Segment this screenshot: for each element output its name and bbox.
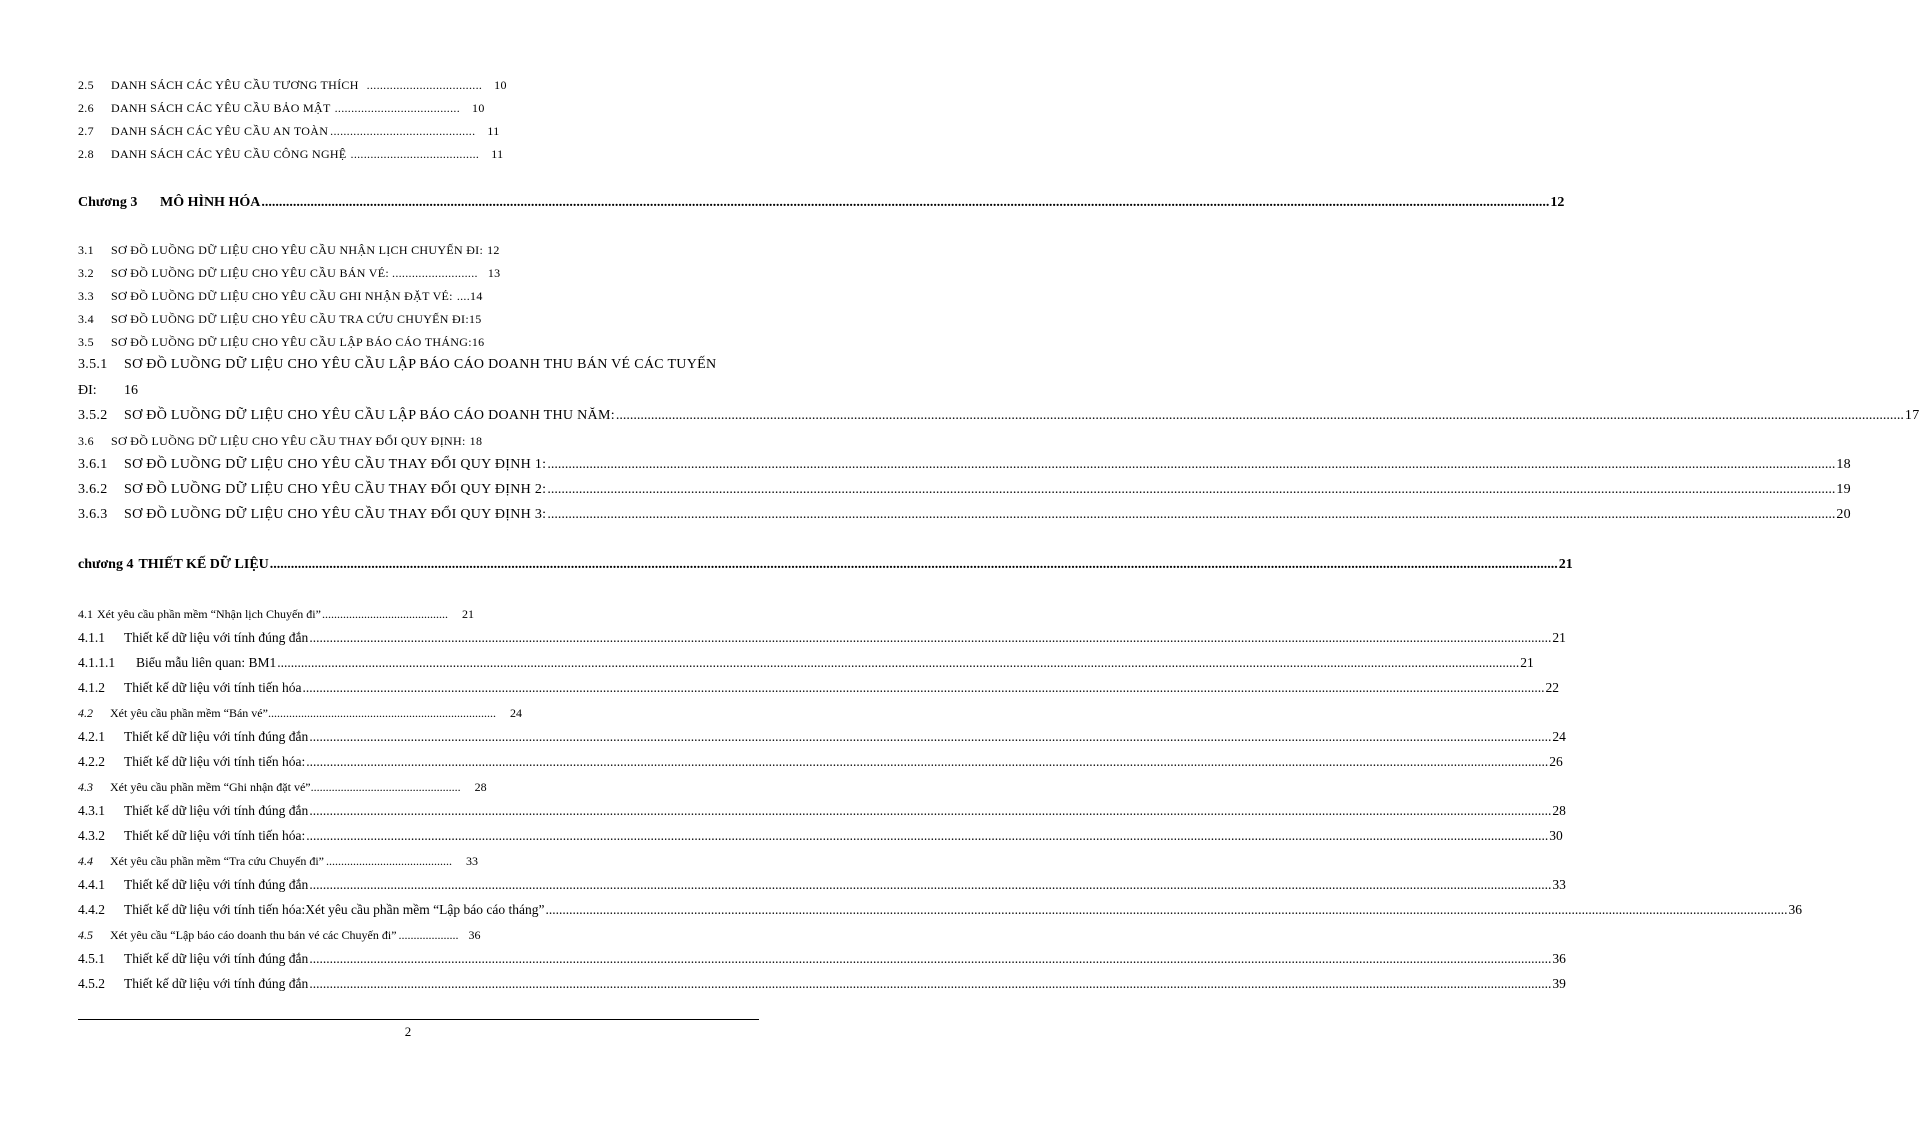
toc-number: 3.2: [78, 266, 94, 280]
toc-number: 4.3.2: [78, 828, 105, 843]
toc-number: chương 4: [78, 557, 134, 572]
toc-page: 18: [469, 434, 483, 448]
toc-entry-4-3-2[interactable]: [78, 828, 1563, 844]
toc-page: 16: [124, 383, 138, 398]
toc-entry-4-1-1-1[interactable]: [78, 655, 1534, 671]
toc-page: 24: [509, 706, 522, 720]
toc-number: 4.1.1.1: [78, 655, 116, 670]
toc-number: Chương 3: [78, 195, 138, 210]
toc-page: 10: [494, 78, 507, 92]
toc-number: 4.5.2: [78, 976, 105, 991]
toc-title: SƠ ĐỒ LUỒNG DỮ LIỆU CHO YÊU CẦU THAY ĐỔI QUY ĐỊNH 2:: [124, 482, 547, 497]
toc-number: 4.4.1: [78, 877, 105, 892]
toc-entry-4-3-1[interactable]: [78, 803, 1566, 819]
toc-title: Thiết kế dữ liệu với tính tiến hóa:Xét yêu cầu phần mềm “Lập báo cáo tháng”: [124, 902, 545, 917]
toc-page: 28: [474, 780, 487, 794]
toc-title: SƠ ĐỒ LUỒNG DỮ LIỆU CHO YÊU CẦU NHẬN LỊCH CHUYẾN ĐI:: [111, 243, 484, 257]
toc-title: SƠ ĐỒ LUỒNG DỮ LIỆU CHO YÊU CẦU GHI NHẬN ĐẶT VÉ:: [111, 289, 453, 303]
toc-number: 4.4.2: [78, 902, 105, 917]
toc-title: SƠ ĐỒ LUỒNG DỮ LIỆU CHO YÊU CẦU THAY ĐỔI QUY ĐỊNH:: [111, 434, 466, 448]
toc-page: 36: [1552, 951, 1566, 966]
toc-title: Xét yêu cầu “Lập báo cáo doanh thu bán vé các Chuyến đi”: [110, 928, 397, 942]
toc-title: SƠ ĐỒ LUỒNG DỮ LIỆU CHO YÊU CẦU BÁN VÉ:: [111, 266, 390, 280]
toc-page: 26: [1549, 754, 1563, 769]
toc-number: 3.6.1: [78, 457, 108, 472]
toc-page: 17: [1904, 408, 1920, 423]
toc-page: 21: [461, 607, 474, 621]
toc-page: 18: [1836, 457, 1851, 472]
toc-entry-3-5-1[interactable]: [78, 357, 759, 373]
toc-number: 4.1.2: [78, 680, 105, 695]
toc-number: 4.1.1: [78, 630, 105, 645]
toc-leader: [309, 951, 1551, 967]
toc-leader: [303, 680, 1545, 696]
toc-number: 3.5.1: [78, 357, 108, 372]
toc-number: 2.7: [78, 124, 94, 138]
toc-number: 3.6.3: [78, 507, 108, 522]
toc-number: 4.2: [78, 706, 93, 720]
toc-entry-4-1-1[interactable]: [78, 630, 1566, 646]
toc-title: Thiết kế dữ liệu với tính đúng đắn: [124, 630, 309, 645]
toc-page: 19: [1836, 482, 1851, 497]
toc-page: 33: [1552, 877, 1566, 892]
toc-page: 21: [1558, 557, 1573, 572]
toc-page: 13: [487, 266, 501, 280]
toc-title: SƠ ĐỒ LUỒNG DỮ LIỆU CHO YÊU CẦU THAY ĐỔI QUY ĐỊNH 3:: [124, 507, 547, 522]
toc-entry-3-5[interactable]: [78, 335, 484, 350]
toc-title: Thiết kế dữ liệu với tính đúng đắn: [124, 803, 309, 818]
toc-number: 3.6: [78, 434, 94, 448]
toc-title: Thiết kế dữ liệu với tính tiến hóa:: [124, 828, 306, 843]
toc-leader: ...................................: [366, 78, 483, 92]
toc-page: 39: [1552, 976, 1566, 991]
toc-entry-4-2[interactable]: [78, 706, 522, 721]
page-number: 2: [404, 1024, 412, 1039]
toc-title: DANH SÁCH CÁC YÊU CẦU BẢO MẬT: [111, 101, 331, 115]
toc-page: 30: [1549, 828, 1563, 843]
toc-entry-3-6-3[interactable]: [78, 507, 1851, 523]
toc-leader: [547, 482, 1835, 498]
toc-page: 11: [491, 147, 504, 161]
toc-number: 3.4: [78, 312, 94, 326]
toc-number: 2.6: [78, 101, 94, 115]
toc-page: 22: [1545, 680, 1560, 695]
toc-title: SƠ ĐỒ LUỒNG DỮ LIỆU CHO YÊU CẦU TRA CỨU CHUYẾN ĐI:: [111, 312, 469, 326]
toc-entry-3-6-1[interactable]: [78, 457, 1851, 473]
toc-number: 4.3: [78, 780, 93, 794]
toc-title: Thiết kế dữ liệu với tính đúng đắn: [124, 951, 309, 966]
toc-leader: ............................................................................: [267, 706, 496, 720]
toc-title: MÔ HÌNH HÓA: [160, 195, 261, 210]
toc-title: Thiết kế dữ liệu với tính tiến hóa:: [124, 754, 306, 769]
toc-title: SƠ ĐỒ LUỒNG DỮ LIỆU CHO YÊU CẦU THAY ĐỔI QUY ĐỊNH 1:: [124, 457, 547, 472]
toc-leader: [309, 877, 1551, 893]
toc-entry-3-4[interactable]: [78, 312, 482, 327]
toc-title: DANH SÁCH CÁC YÊU CẦU TƯƠNG THÍCH: [111, 78, 359, 92]
toc-entry-4-4-2[interactable]: [78, 902, 1802, 918]
toc-number: 4.2.1: [78, 729, 105, 744]
toc-leader: [309, 976, 1551, 992]
toc-entry-4-3[interactable]: [78, 780, 487, 795]
toc-page: 12: [487, 243, 500, 257]
toc-title: THIẾT KẾ DỮ LIỆU: [138, 557, 269, 572]
toc-number: 4.3.1: [78, 803, 105, 818]
toc-title: Xét yêu cầu phần mềm “Bán vé”: [110, 706, 268, 720]
toc-number: 4.2.2: [78, 754, 105, 769]
toc-leader: [309, 630, 1551, 646]
toc-entry-2-6[interactable]: [78, 101, 485, 116]
toc-page: 36: [468, 928, 481, 942]
toc-chapter-4[interactable]: [78, 557, 1573, 573]
toc-number: 3.5.2: [78, 408, 108, 423]
toc-page: 11: [487, 124, 500, 138]
toc-entry-3-6-2[interactable]: [78, 482, 1851, 498]
toc-title: Thiết kế dữ liệu với tính đúng đắn: [124, 976, 309, 991]
toc-number: 3.6.2: [78, 482, 108, 497]
toc-entry-3-5-2[interactable]: [78, 408, 1920, 424]
toc-title: Xét yêu cầu phần mềm “Nhận lịch Chuyến đi”: [97, 607, 321, 621]
toc-leader: ....................: [398, 928, 459, 942]
toc-entry-4-2-2[interactable]: [78, 754, 1563, 770]
toc-page: 33: [466, 854, 479, 868]
toc-page: 20: [1836, 507, 1851, 522]
toc-title-continuation: ĐI:: [78, 383, 97, 398]
toc-leader: [261, 195, 1549, 211]
toc-leader: .......................................: [350, 147, 480, 161]
toc-leader: [277, 655, 1519, 671]
toc-number: 4.1: [78, 607, 93, 621]
toc-page: 10: [472, 101, 485, 115]
toc-entry-4-2-1[interactable]: [78, 729, 1566, 745]
toc-page: 24: [1552, 729, 1566, 744]
toc-leader: [306, 754, 1548, 770]
toc-entry-3-3[interactable]: [78, 289, 483, 304]
toc-number: 4.5: [78, 928, 93, 942]
toc-number: 4.4: [78, 854, 93, 868]
toc-number: 2.5: [78, 78, 94, 92]
toc-title: DANH SÁCH CÁC YÊU CẦU CÔNG NGHỆ: [111, 147, 347, 161]
toc-title: Xét yêu cầu phần mềm “Ghi nhận đặt vé”: [110, 780, 311, 794]
toc-entry-2-7[interactable]: [78, 124, 500, 139]
toc-title: Biểu mẫu liên quan: BM1: [136, 655, 277, 670]
toc-leader: ..................................................: [310, 780, 461, 794]
toc-page: 28: [1552, 803, 1566, 818]
toc-leader: ..........................................: [326, 854, 453, 868]
toc-chapter-3[interactable]: [78, 195, 1565, 211]
toc-leader: ..........................................: [321, 607, 448, 621]
toc-title: SƠ ĐỒ LUỒNG DỮ LIỆU CHO YÊU CẦU LẬP BÁO CÁO DOANH THU NĂM:: [124, 408, 615, 423]
toc-page: 21: [1520, 655, 1534, 670]
toc-leader: [309, 803, 1551, 819]
toc-title: SƠ ĐỒ LUỒNG DỮ LIỆU CHO YÊU CẦU LẬP BÁO CÁO DOANH THU BÁN VÉ CÁC TUYẾN: [124, 357, 717, 372]
toc-title: SƠ ĐỒ LUỒNG DỮ LIỆU CHO YÊU CẦU LẬP BÁO CÁO THÁNG:: [111, 335, 472, 349]
toc-entry-3-6[interactable]: [78, 434, 482, 449]
toc-entry-4-4[interactable]: [78, 854, 478, 869]
toc-entry-3-5-1-cont[interactable]: [78, 383, 138, 399]
toc-page: 14: [470, 289, 483, 303]
toc-leader: ....: [456, 289, 471, 303]
toc-entry-3-1[interactable]: [78, 243, 500, 258]
toc-entry-4-1-2[interactable]: [78, 680, 1560, 696]
toc-entry-4-5-2[interactable]: [78, 976, 1566, 992]
toc-title: Thiết kế dữ liệu với tính đúng đắn: [124, 877, 309, 892]
toc-number: 3.3: [78, 289, 94, 303]
toc-page: 21: [1552, 630, 1566, 645]
toc-entry-3-2[interactable]: [78, 266, 500, 281]
toc-leader: ......................................: [334, 101, 461, 115]
toc-leader: [306, 828, 1548, 844]
toc-title: DANH SÁCH CÁC YÊU CẦU AN TOÀN: [111, 124, 329, 138]
footer-divider: [78, 1019, 759, 1020]
toc-page: 15: [468, 312, 482, 326]
toc-leader: [309, 729, 1551, 745]
toc-title: Xét yêu cầu phần mềm “Tra cứu Chuyến đi”: [110, 854, 325, 868]
toc-entry-4-1[interactable]: [78, 607, 474, 622]
toc-page: 36: [1788, 902, 1802, 917]
toc-number: 3.1: [78, 243, 94, 257]
toc-title: Thiết kế dữ liệu với tính tiến hóa: [124, 680, 302, 695]
toc-entry-4-5-1[interactable]: [78, 951, 1566, 967]
toc-leader: [270, 557, 1558, 573]
toc-leader: [547, 457, 1835, 473]
toc-entry-4-5[interactable]: [78, 928, 481, 943]
toc-entry-2-8[interactable]: [78, 147, 503, 162]
toc-entry-2-5[interactable]: [78, 78, 507, 93]
toc-number: 4.5.1: [78, 951, 105, 966]
toc-entry-4-4-1[interactable]: [78, 877, 1566, 893]
toc-number: 2.8: [78, 147, 94, 161]
toc-leader: ..........................: [392, 266, 478, 280]
toc-leader: [545, 902, 1787, 918]
toc-leader: ............................................: [330, 124, 476, 138]
toc-leader: [616, 408, 1904, 424]
toc-number: 3.5: [78, 335, 94, 349]
toc-page: 12: [1550, 195, 1565, 210]
toc-page: 16: [471, 335, 485, 349]
toc-leader: [547, 507, 1835, 523]
toc-title: Thiết kế dữ liệu với tính đúng đắn: [124, 729, 309, 744]
